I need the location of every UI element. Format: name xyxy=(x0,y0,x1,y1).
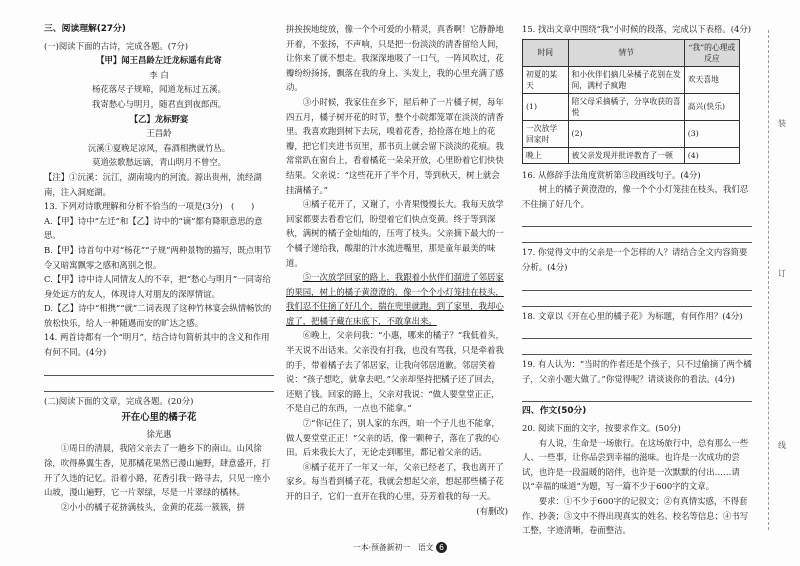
writing-requirements: 要求：①不少于600字的记叙文；②有真情实感，不得套作、抄袭；③文中不得出现真实的姓名、校名等信息；④书写工整，字迹清晰，卷面整洁。 xyxy=(522,495,749,536)
table-cell[interactable]: (3) xyxy=(684,120,739,147)
article-paragraph-underlined: ⑤一次放学回家的路上，我跟着小伙伴们溜进了邻居家的果园，树上的橘子黄澄澄的，像一个个小灯笼挂在枝头，我们忍不住摘了好几个，揣在兜里就跑。到了家里，我却心虚了，把橘子藏在床底下，不敢拿出来。 xyxy=(286,272,504,326)
option-13b: B.【甲】诗首句中对“杨花”“子规”两种景物的描写，既点明节令又暗寓飘零之感和离别之恨。 xyxy=(44,244,271,270)
table-header-cell: 情节 xyxy=(568,39,684,66)
option-13d: D.【乙】诗中“相携”“就”二词表现了这种竹林宴会纵情畅饮的放松快乐，给人一种随遇而安的旷达之感。 xyxy=(44,303,272,328)
question-18: 18. 文章以《开在心里的橘子花》为标题，有何作用？(4分) xyxy=(522,310,743,321)
question-15: 15. 找出文章中围绕“我”小时候的段落，完成以下表格。(4分) xyxy=(522,24,752,34)
table-cell[interactable]: (1) xyxy=(523,93,569,120)
article-paragraph: 拼挨挨地绽放，像一个个可爱的小精灵，真香啊！它静静地开着，不张扬，不声响，只是把一份淡淡的清香留给人间，让你来了就不想走。我深深地吸了一口气，一阵风吹过，花瓣纷纷扬扬，飘落在我的身上、头发上，我的心里充满了感动。 xyxy=(286,24,504,93)
article-title: 开在心里的橘子花 xyxy=(121,412,197,424)
part-a-intro: (一)阅读下面的古诗，完成各题。(7分) xyxy=(44,40,189,51)
article-source-note: (有删改) xyxy=(476,505,508,516)
table-cell: 被父亲发现并批评教育了一顿 xyxy=(568,147,684,163)
poem-b-author: 王昌龄 xyxy=(146,128,172,139)
answer-line[interactable] xyxy=(44,378,274,392)
question-19: 19. 有人认为：“当时的作者还是个孩子，只不过偷摘了两个橘子，父亲小题大做了。”你觉得呢？请谈谈你的看法。(4分) xyxy=(522,359,752,384)
column-left xyxy=(44,22,274,537)
article-paragraph: ③小时候，我家住在乡下，屋后种了一片橘子树，每年四五月，橘子树开花的时节，整个小院都笼罩在淡淡的清香里。我喜欢跑到树下去玩，嗅着花香，拾捡落在地上的花瓣，把它们夹进书页里，那书页上就会留下淡淡的花痕。我常常趴在窗台上，看着橘花一朵朵开放，心里盼着它们快快结果。父亲说：“这些花开了半个月，等到秋天，树上就会挂满橘子。” xyxy=(286,96,504,195)
poem-a-title: 【甲】闻王昌龄左迁龙标遥有此寄 xyxy=(96,55,222,66)
footer-text: 一本·预备新初一 语文 xyxy=(353,543,434,552)
answer-line[interactable] xyxy=(522,229,752,243)
binding-mark: 订 xyxy=(778,269,786,278)
table-header-cell: “我”的心理或反应 xyxy=(684,39,739,66)
article-paragraph: ④橘子花开了，又谢了，小青果慢慢长大。我每天放学回家都要去看看它们，盼望着它们快点变黄。终于等到深秋，满树的橘子金灿灿的，压弯了枝头。父亲摘下最大的一个橘子递给我，酸甜的汁水流进嘴里，那是童年最美的味道。 xyxy=(286,199,504,268)
question-16: 16. 从修辞手法角度赏析第⑤段画线句子。(4分) xyxy=(522,169,701,180)
question-17: 17. 你觉得文中的父亲是一个怎样的人？请结合全文内容简要分析。(4分) xyxy=(522,247,748,272)
article-paragraph: ⑧橘子花开了一年又一年，父亲已经老了，我也离开了家乡。每当看到橘子花，我就会想起父亲，想起那些橘子花开的日子，它们一直开在我的心里，芬芳着我的每一天。 xyxy=(286,461,504,501)
article-paragraph: ②小小的橘子花挤满枝头，金黄的花蕊一簇簇，拼 xyxy=(60,501,246,512)
question-13: 13. 下列对诗歌理解和分析不恰当的一项是(3分) ( ) xyxy=(44,201,255,212)
article-paragraph: ⑥晚上，父亲问我：“小惠，哪来的橘子？”我低着头，半天说不出话来。父亲没有打我，也没有骂我，只是牵着我的手，带着橘子去了邻居家，让我向邻居道歉。邻居笑着说：“孩子想吃，就拿去吧。”父亲却坚持把橘子还了回去，还赔了钱。回家的路上，父亲对我说：“做人要堂堂正正，不是自己的东西，一点也不能拿。” xyxy=(286,330,504,414)
question-20: 20. 阅读下面的文字，按要求作文。(50分) xyxy=(522,422,681,433)
table-header-cell: 时间 xyxy=(523,39,569,66)
option-13c: C.【甲】诗中诗人同情友人的不幸，把“愁心与明月”一同寄给身处远方的友人，体现诗人对朋友的深厚情谊。 xyxy=(44,274,271,299)
binding-mark: 装 xyxy=(778,119,786,128)
table-cell: 和小伙伴们摘几朵橘子花别在发间，满村子疯跑 xyxy=(568,66,684,93)
article-paragraph: ⑦“你记住了，别人家的东西，咱一个子儿也不能拿，做人要堂堂正正！”父亲的话，像一颗种子，落在了我的心田。后来我长大了，无论走到哪里，都记着父亲的话。 xyxy=(286,418,500,458)
answer-line[interactable] xyxy=(522,341,752,355)
answer-line[interactable] xyxy=(44,362,274,376)
question-14: 14. 两首诗都有一个“明月”，结合诗句简析其中的含义和作用有何不同。(4分) xyxy=(44,332,270,358)
section-heading-reading: 三、阅读理解(27分) xyxy=(44,24,126,34)
table-cell: 一次放学回家时 xyxy=(523,120,569,147)
poem-b-line: 莫道弦歌愁远谪，青山明月不曾空。 xyxy=(92,157,226,168)
plot-table xyxy=(522,39,740,164)
binding-mark: 线 xyxy=(778,441,786,450)
answer-line[interactable] xyxy=(522,325,752,339)
answer-line[interactable] xyxy=(522,293,752,307)
table-cell[interactable]: (2) xyxy=(568,120,684,147)
table-header-row xyxy=(523,39,740,66)
poem-a-line: 我寄愁心与明月，随君直到夜郎西。 xyxy=(92,98,226,109)
part-b-intro: (二)阅读下面的文章，完成各题。(20分) xyxy=(44,395,194,406)
option-13a: A.【甲】诗中“左迁”和【乙】诗中的“谪”都有降职意思的意思。 xyxy=(44,215,263,241)
table-cell: 陪父母采摘橘子，分享收获的喜悦 xyxy=(568,93,684,120)
question-16-quote: 树上的橘子黄澄澄的，像一个个小灯笼挂在枝头，我们忍不住摘了好几个。 xyxy=(522,184,749,209)
article-paragraph: ①周日的清晨，我陪父亲去了一趟乡下的南山。山风徐徐，吹得鼻翼生香，见那橘花果然已漫山遍野，肆意盛开，打开了久违的记忆。沿着小路，花香引我一路寻去，只见一座小山坡，漫山遍野，它一片翠绿，尽是一片翠绿的橘林。 xyxy=(44,443,271,498)
poem-b-line: 沅溪①夏晚足凉风，春酒相携就竹丛。 xyxy=(87,142,231,153)
answer-line[interactable] xyxy=(522,388,752,402)
article-author: 徐光惠 xyxy=(146,428,172,439)
table-row xyxy=(523,120,740,147)
answer-line[interactable] xyxy=(522,277,752,291)
section-heading-writing: 四、作文(50分) xyxy=(522,406,587,417)
table-row xyxy=(523,147,740,163)
poem-b-title: 【乙】龙标野宴 xyxy=(129,113,189,124)
poem-a-line: 杨花落尽子规啼，闻道龙标过五溪。 xyxy=(92,84,226,95)
table-cell: 高兴(快乐) xyxy=(684,93,739,120)
table-cell: 欢天喜地 xyxy=(684,66,739,93)
column-middle xyxy=(286,22,508,537)
table-row xyxy=(523,66,740,93)
table-cell[interactable]: (4) xyxy=(684,147,739,163)
writing-prompt: 有人说，生命是一场旅行。在这场旅行中，总有那么一些人、一些事，让你品尝到幸福的滋味。也许是一次成功的尝试，也许是一段温暖的陪伴，也许是一次默默的付出……请以“幸福的味道”为题，写一篇不少于600字的文章。 xyxy=(522,437,749,492)
poem-a-author: 李 白 xyxy=(149,69,169,80)
table-row xyxy=(523,93,740,120)
table-cell: 晚上 xyxy=(523,147,569,163)
column-right xyxy=(522,22,752,537)
poem-note: 【注】①沅溪：沅江，湖南境内的河流。源出贵州，流经湖南，注入洞庭湖。 xyxy=(44,171,262,197)
page-footer xyxy=(345,542,455,553)
page-number: 6 xyxy=(436,542,447,553)
binding-dashed-line xyxy=(768,30,770,530)
answer-line[interactable] xyxy=(522,213,752,227)
table-cell: 初夏的某天 xyxy=(523,66,569,93)
